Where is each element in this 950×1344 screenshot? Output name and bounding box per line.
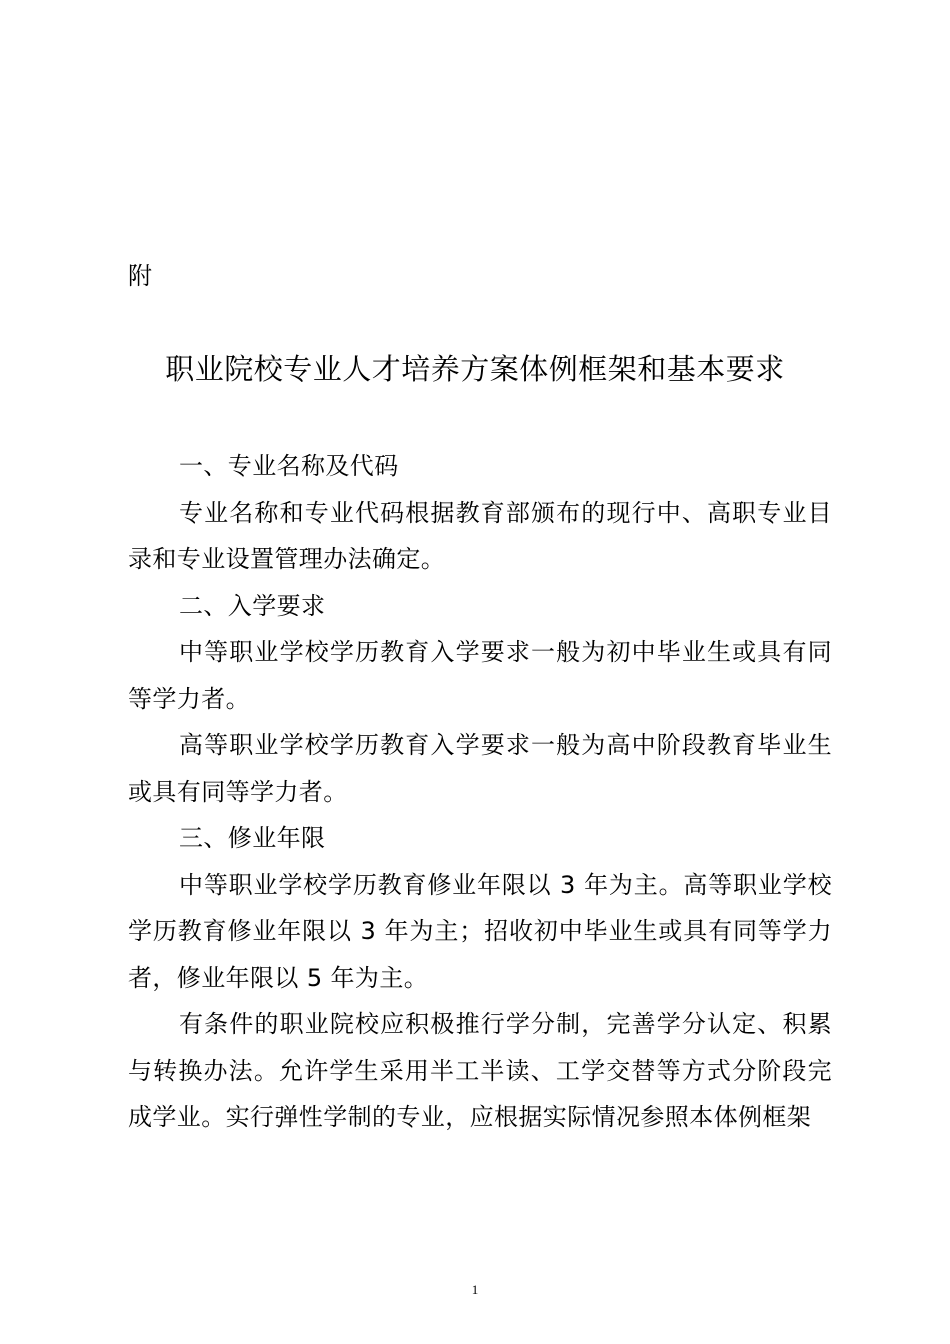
section-heading-duration: 三、修业年限 [179,824,326,852]
paragraph-duration-years: 中等职业学校学历教育修业年限以 3 年为主。高等职业学校学历教育修业年限以 3 年为主；招收初中毕业生或具有同等学力者，修业年限以 5 年为主。 [128,870,832,992]
document-title: 职业院校专业人才培养方案体例框架和基本要求 [165,352,785,386]
paragraph-duration-credit-system: 有条件的职业院校应积极推行学分制，完善学分认定、积累与转换办法。允许学生采用半工半读、工学交替等方式分阶段完成学业。实行弹性学制的专业，应根据实际情况参照本体例框架 [128,1010,832,1131]
paragraph-admission-secondary: 中等职业学校学历教育入学要求一般为初中毕业生或具有同等学力者。 [128,638,832,713]
section-heading-admission: 二、入学要求 [179,591,326,620]
attachment-label: 附 [128,262,152,290]
paragraph-admission-higher: 高等职业学校学历教育入学要求一般为高中阶段教育毕业生或具有同等学力者。 [128,731,832,806]
page-number: 1 [471,1282,479,1297]
document-body [128,443,832,1141]
paragraph-major-name: 专业名称和专业代码根据教育部颁布的现行中、高职专业目录和专业设置管理办法确定。 [128,498,832,573]
section-heading-major-name: 一、专业名称及代码 [179,452,399,480]
